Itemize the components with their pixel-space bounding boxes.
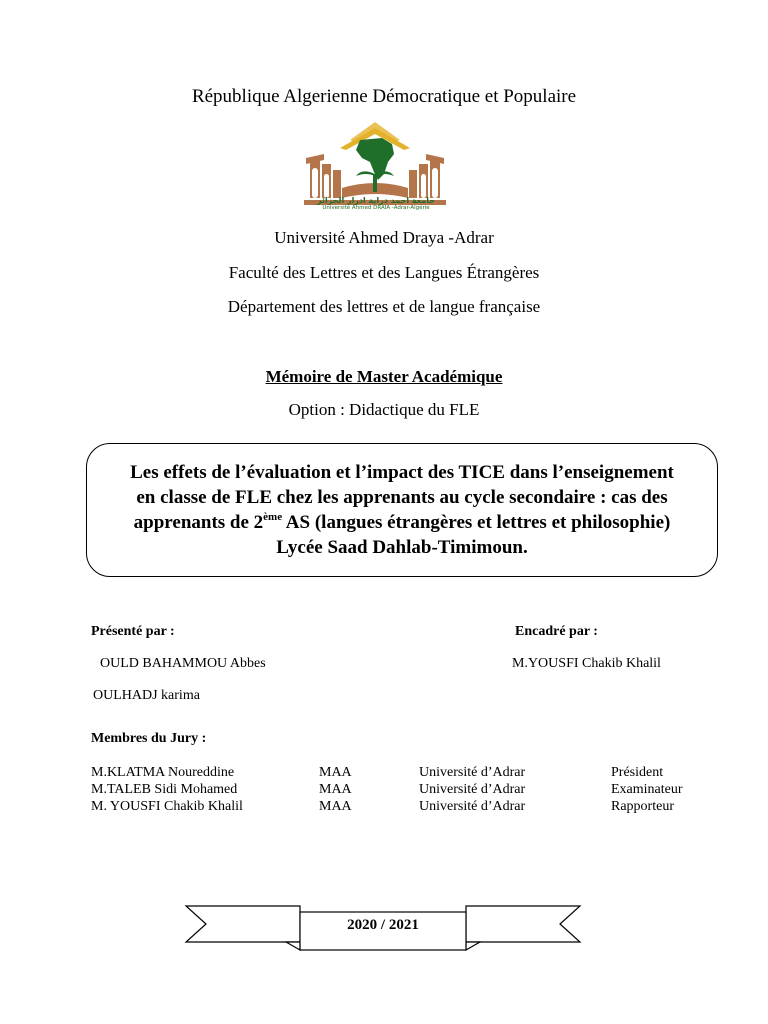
logo-french-text: Université Ahmed DRAIA -Adrar-Algérie <box>322 205 430 211</box>
title-line-2: en classe de FLE chez les apprenants au cycle secondaire : cas des <box>136 487 668 508</box>
student-name-1: OULD BAHAMMOU Abbes <box>100 656 266 671</box>
supervisor-name: M.YOUSFI Chakib Khalil <box>512 656 661 671</box>
jury-name: M.TALEB Sidi Mohamed <box>91 782 238 797</box>
thesis-title <box>97 460 707 560</box>
title-line-3-post: AS (langues étrangères et lettres et philosophie) <box>282 512 671 533</box>
faculty-name: Faculté des Lettres et des Langues Étrangères <box>228 263 540 282</box>
title-line-3-sup: ème <box>263 511 283 523</box>
jury-grade: MAA <box>319 799 352 814</box>
republic-heading: République Algerienne Démocratique et Populaire <box>191 86 577 107</box>
title-line-3-pre: apprenants de 2 <box>133 512 264 533</box>
department-name: Département des lettres et de langue française <box>227 297 541 316</box>
student-name-2: OULHADJ karima <box>93 688 200 703</box>
jury-grade: MAA <box>319 782 352 797</box>
jury-grade: MAA <box>319 765 352 780</box>
logo-caption <box>296 196 456 212</box>
academic-year: 2020 / 2021 <box>347 917 419 933</box>
jury-name: M.KLATMA Noureddine <box>91 765 235 780</box>
jury-institution: Université d’Adrar <box>419 799 526 814</box>
jury-role: Président <box>611 765 664 780</box>
title-line-4: Lycée Saad Dahlab-Timimoun. <box>276 537 528 558</box>
memoire-option: Option : Didactique du FLE <box>288 400 480 419</box>
university-name: Université Ahmed Draya -Adrar <box>274 228 494 247</box>
thesis-title-box <box>86 443 718 577</box>
jury-label: Membres du Jury : <box>91 731 207 746</box>
memoire-type: Mémoire de Master Académique <box>265 367 503 386</box>
presented-by-label: Présenté par : <box>91 624 175 639</box>
title-line-1: Les effets de l’évaluation et l’impact des TICE dans l’enseignement <box>130 462 674 483</box>
jury-name: M. YOUSFI Chakib Khalil <box>91 799 243 814</box>
jury-institution: Université d’Adrar <box>419 765 526 780</box>
jury-role: Examinateur <box>611 782 683 797</box>
jury-role: Rapporteur <box>611 799 674 814</box>
jury-institution: Université d’Adrar <box>419 782 526 797</box>
logo-arabic-text: جامعة احمد دراية ادرار الجزائر <box>316 196 436 205</box>
supervised-by-label: Encadré par : <box>515 624 598 639</box>
